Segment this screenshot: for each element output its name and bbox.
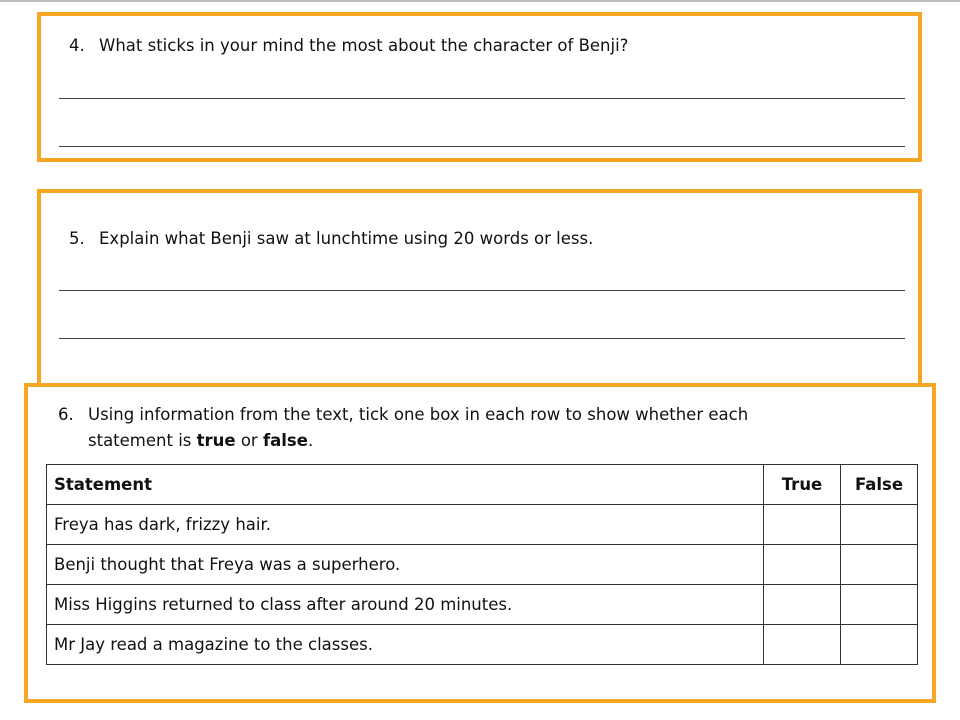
question-6-box xyxy=(24,383,936,703)
table-row xyxy=(47,585,918,625)
statement-cell: Freya has dark, frizzy hair. xyxy=(47,505,764,545)
answer-line-1[interactable] xyxy=(59,290,905,291)
table-header-row xyxy=(47,465,918,505)
table-row xyxy=(47,505,918,545)
top-divider xyxy=(0,0,960,2)
answer-line-2[interactable] xyxy=(59,146,905,147)
question-4-number: 4. xyxy=(69,36,85,55)
false-word: false xyxy=(262,431,308,450)
question-6-prompt-line1 xyxy=(58,402,748,428)
question-6-number: 6. xyxy=(58,405,74,424)
question-5-prompt xyxy=(69,226,593,252)
true-word: true xyxy=(196,431,236,450)
header-statement: Statement xyxy=(47,465,764,505)
answer-line-1[interactable] xyxy=(59,98,905,99)
header-true: True xyxy=(764,465,841,505)
true-tick-box[interactable] xyxy=(764,585,841,625)
question-4-text: What sticks in your mind the most about the character of Benji? xyxy=(99,36,629,55)
false-tick-box[interactable] xyxy=(841,585,918,625)
statement-cell: Mr Jay read a magazine to the classes. xyxy=(47,625,764,665)
true-tick-box[interactable] xyxy=(764,545,841,585)
statement-cell: Miss Higgins returned to class after around 20 minutes. xyxy=(47,585,764,625)
false-tick-box[interactable] xyxy=(841,545,918,585)
false-tick-box[interactable] xyxy=(841,625,918,665)
answer-line-2[interactable] xyxy=(59,338,905,339)
true-tick-box[interactable] xyxy=(764,505,841,545)
or-word: or xyxy=(235,431,263,450)
period: . xyxy=(307,431,314,450)
question-5-number: 5. xyxy=(69,229,85,248)
question-6-text-line1: Using information from the text, tick one box in each row to show whether each xyxy=(88,405,749,424)
question-6-prompt-line2 xyxy=(88,428,313,454)
header-false: False xyxy=(841,465,918,505)
question-5-text: Explain what Benji saw at lunchtime using 20 words or less. xyxy=(99,229,594,248)
line2-prefix: statement is xyxy=(88,431,197,450)
question-4-box xyxy=(37,12,922,162)
question-5-box xyxy=(37,189,922,389)
table-row xyxy=(47,545,918,585)
table-row xyxy=(47,625,918,665)
false-tick-box[interactable] xyxy=(841,505,918,545)
true-false-table xyxy=(46,464,918,665)
question-4-prompt xyxy=(69,33,628,59)
statement-cell: Benji thought that Freya was a superhero. xyxy=(47,545,764,585)
true-tick-box[interactable] xyxy=(764,625,841,665)
